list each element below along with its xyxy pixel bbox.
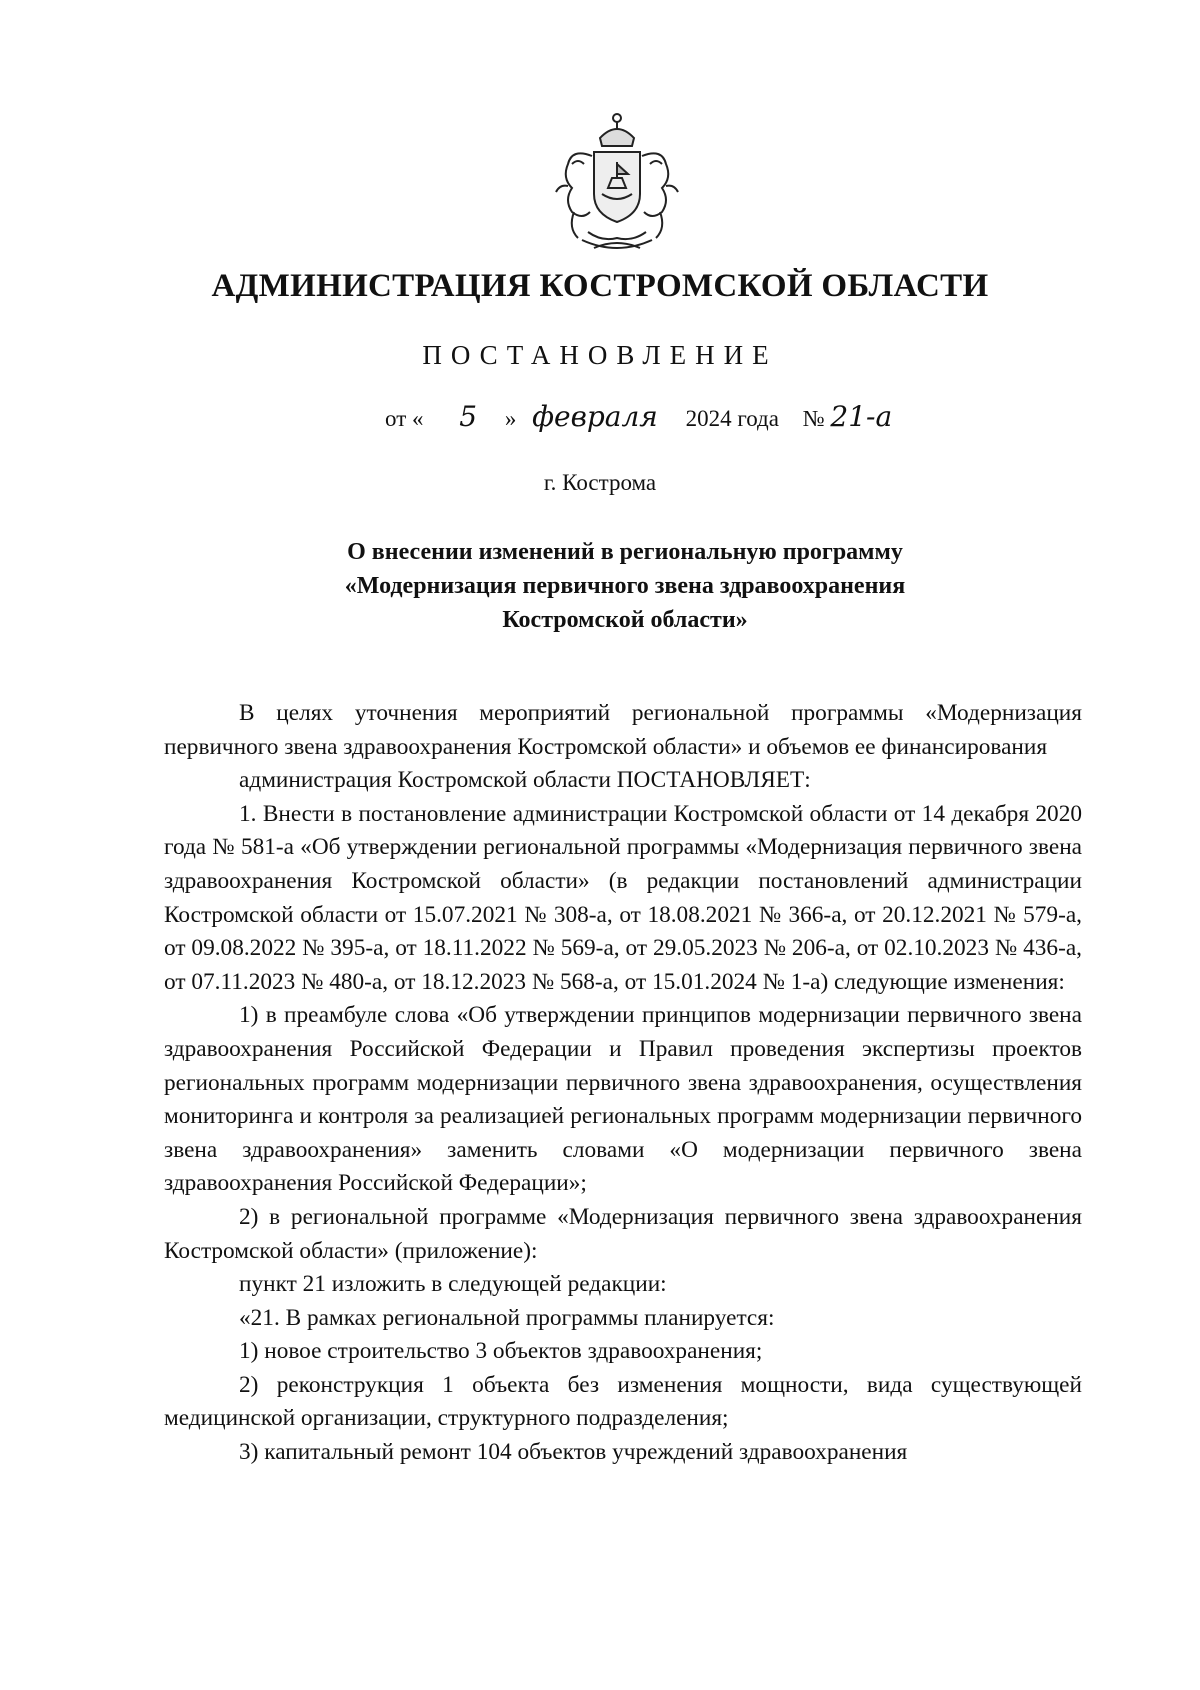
date-line [385, 400, 892, 433]
document-subject [200, 535, 1050, 637]
handwritten-day: 5 [459, 400, 478, 433]
coat-of-arms-icon [542, 108, 692, 256]
paragraph: 2) в региональной программе «Модернизация первичного звена здравоохранения Костромской области» (приложение): [164, 1203, 1082, 1264]
paragraph: 3) капитальный ремонт 104 объектов учреждений здравоохранения [239, 1439, 908, 1466]
organization-title: АДМИНИСТРАЦИЯ КОСТРОМСКОЙ ОБЛАСТИ [211, 268, 989, 304]
date-prefix: от « [385, 406, 424, 431]
document-type: ПОСТАНОВЛЕНИЕ [422, 340, 778, 370]
paragraph: 1. Внести в постановление администрации Костромской области от 14 декабря 2020 года № 581-а «Об утверждении региональной программы «Модернизация первичного звена здравоохранения Костромской области» (в редакции постановлений администрации Костромской области от 15.07.2021 № 308-а, от 18.08.2021 № 366-а, от 20.12.2021 № 579-а, от 09.08.2022 № 395-а, от 18.11.2022 № 569-а, от 29.05.2023 № 206-а, от 02.10.2023 № 436-а, от 07.11.2023 № 480-а, от 18.12.2023 № 568-а, от 15.01.2024 № 1-а) следующие изменения: [164, 800, 1082, 995]
subject-line: О внесении изменений в региональную программу [347, 539, 903, 565]
subject-line: «Модернизация первичного звена здравоохранения [344, 573, 906, 599]
date-mid: » [504, 406, 517, 431]
paragraph: 2) реконструкция 1 объекта без изменения мощности, вида существующей медицинской организации, структурного подразделения; [164, 1371, 1082, 1432]
paragraph: пункт 21 изложить в следующей редакции: [239, 1271, 667, 1298]
city: г. Кострома [543, 470, 657, 495]
paragraph: 1) новое строительство 3 объектов здравоохранения; [239, 1338, 763, 1365]
year-text: 2024 года [685, 406, 779, 431]
paragraph: В целях уточнения мероприятий региональной программы «Модернизация первичного звена здравоохранения Костромской области» и объемов ее финансирования [164, 700, 1082, 760]
paragraph: 1) в преамбуле слова «Об утверждении принципов модернизации первичного звена здравоохранения Российской Федерации и Правил проведения экспертизы проектов региональных программ модернизации первичного звена здравоохранения, осуществления мониторинга и контроля за реализацией региональных программ модернизации первичного звена здравоохранения» заменить словами «О модернизации первичного звена здравоохранения Российской Федерации»; [164, 1002, 1082, 1197]
number-prefix: № [802, 406, 825, 431]
handwritten-month: февраля [532, 400, 658, 433]
paragraph: «21. В рамках региональной программы планируется: [239, 1304, 775, 1331]
handwritten-number: 21-а [830, 400, 893, 433]
subject-line: Костромской области» [502, 607, 748, 633]
document-body [164, 697, 1082, 1470]
paragraph: администрация Костромской области ПОСТАНОВЛЯЕТ: [239, 767, 811, 794]
